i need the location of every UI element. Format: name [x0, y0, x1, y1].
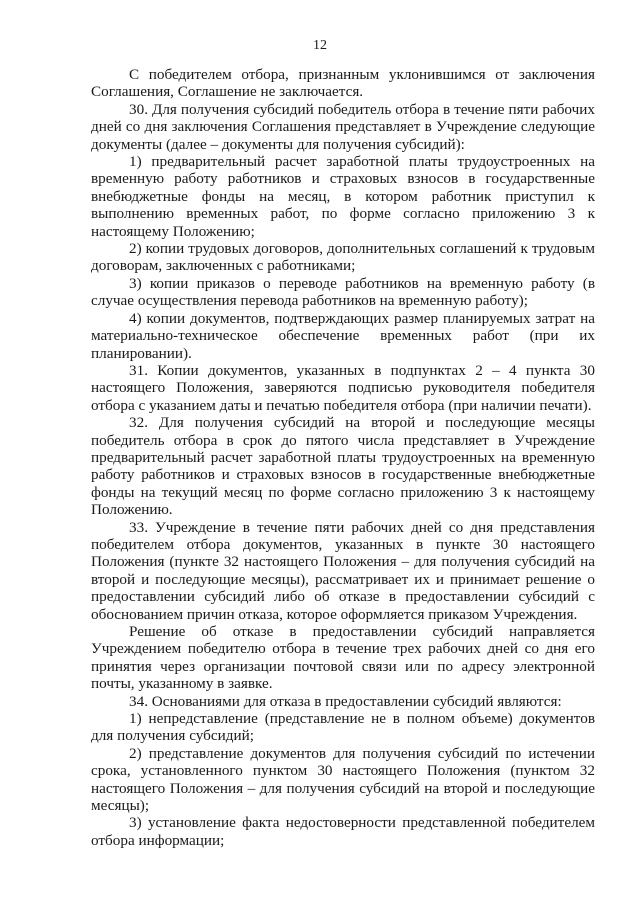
paragraph-agreement-not-concluded: С победителем отбора, признанным уклонившимся от заключения Соглашения, Соглашение не заключается.	[91, 66, 595, 101]
paragraph-34-grounds: 34. Основаниями для отказа в предоставлении субсидий являются:	[129, 692, 562, 710]
paragraph-32-following-months: 32. Для получения субсидий на второй и последующие месяцы победитель отбора в срок до пятого числа представляет в Учреждение предварительный расчет заработной платы трудоустроенных на временную работу работников и страховых взносов в государственные внебюджетные фонды на текущий месяц по форме согласно приложению 3 к настоящему Положению.	[91, 414, 595, 519]
paragraph-34-item-1: 1) непредставление (представление не в полном объеме) документов для получения субсидий;	[91, 710, 595, 745]
paragraph-33-review: 33. Учреждение в течение пяти рабочих дней со дня представления победителем отбора документов, указанных в пункте 30 настоящего Положения (пункте 32 настоящего Положения – для получения субсидий на второй и последующие месяцы), рассматривает их и принимает решение о предоставлении субсидий либо об отказе в предоставлении субсидий с обоснованием причин отказа, которое оформляется приказом Учреждения.	[91, 518, 595, 623]
paragraph-31-certification: 31. Копии документов, указанных в подпунктах 2 – 4 пункта 30 настоящего Положения, заверяются подписью руководителя победителя отбора с указанием даты и печатью победителя отбора (при наличии печати).	[91, 361, 595, 414]
paragraph-30-item-1: 1) предварительный расчет заработной платы трудоустроенных на временную работу работников и страховых взносов в государственные внебюджетные фонды на месяц, в котором работник приступил к выполнению временных работ, по форме согласно приложению 3 к настоящему Положению;	[91, 153, 595, 240]
paragraph-30-item-2: 2) копии трудовых договоров, дополнительных соглашений к трудовым договорам, заключенных с работниками;	[91, 240, 595, 275]
paragraph-refusal-notice: Решение об отказе в предоставлении субсидий направляется Учреждением победителю отбора в течение трех рабочих дней со дня его принятия через организации почтовой связи или по адресу электронной почты, указанному в заявке.	[91, 623, 595, 693]
paragraph-34-item-3: 3) установление факта недостоверности представленной победителем отбора информации;	[91, 814, 595, 849]
paragraph-30-item-3: 3) копии приказов о переводе работников на временную работу (в случае осуществления перевода работников на временную работу);	[91, 274, 595, 310]
page-number: 12	[313, 38, 327, 53]
paragraph-30-item-4: 4) копии документов, подтверждающих размер планируемых затрат на материально-техническое обеспечение временных работ (при их планировании).	[91, 309, 595, 362]
document-body	[91, 66, 595, 849]
paragraph-30-documents: 30. Для получения субсидий победитель отбора в течение пяти рабочих дней со дня заключения Соглашения представляет в Учреждение следующие документы (далее – документы для получения субсидий):	[91, 100, 595, 153]
paragraph-34-item-2: 2) представление документов для получения субсидий по истечении срока, установленного пунктом 30 настоящего Положения (пунктом 32 настоящего Положения – для получения субсидий на второй и последующие месяцы);	[91, 744, 595, 815]
